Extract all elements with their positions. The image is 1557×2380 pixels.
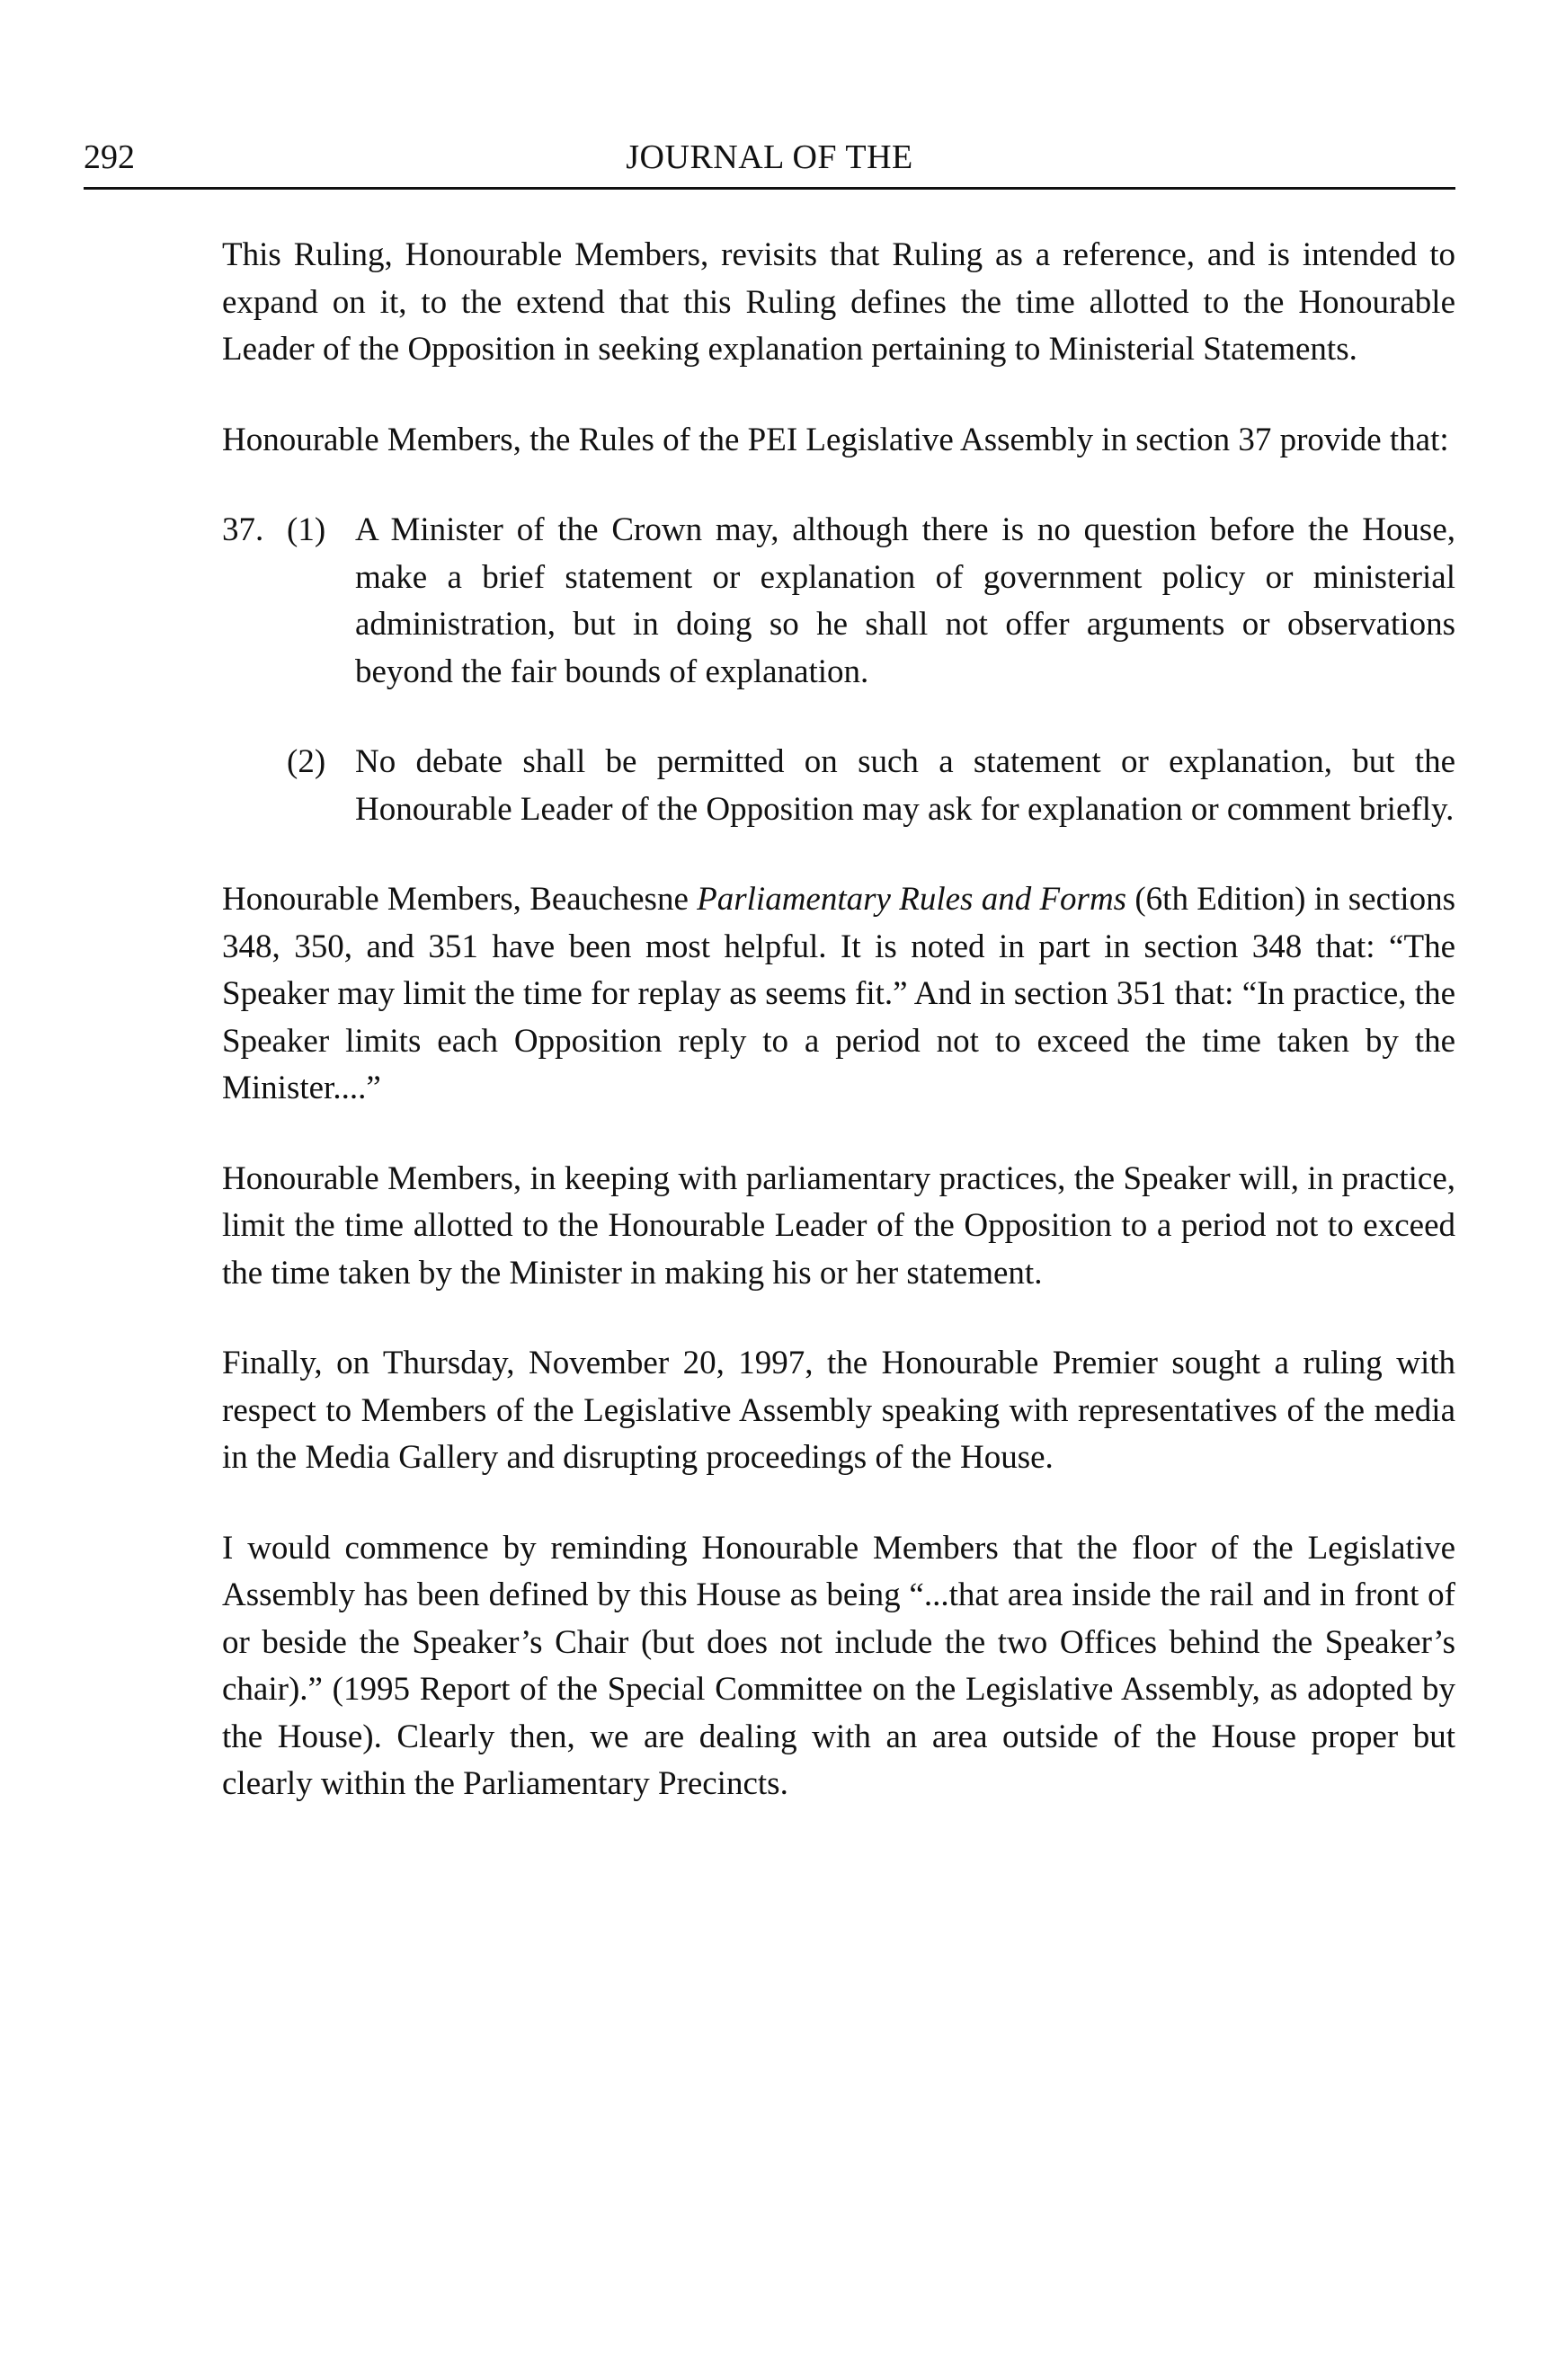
rule-section-number: 37. — [222, 511, 264, 548]
rule-37-subsection-2 — [222, 739, 1455, 833]
rule-37-subsection-1 — [222, 507, 1455, 696]
beauchesne-text-before: Honourable Members, Beauchesne — [222, 881, 698, 918]
running-title: JOURNAL OF THE — [626, 138, 913, 176]
beauchesne-book-title: Parliamentary Rules and Forms — [697, 881, 1127, 918]
page-number: 292 — [84, 138, 135, 176]
paragraph-premier-ruling: Finally, on Thursday, November 20, 1997, the Honourable Premier sought a ruling with respect to Members of the Legislative Assembly speaking with representatives of the media in the Media Gallery and disrupting proceedings of the House. — [222, 1345, 1455, 1476]
header-divider — [84, 187, 1455, 190]
body-text — [222, 232, 1455, 1852]
paragraph-floor-definition: I would commence by reminding Honourable Members that the floor of the Legislative Assembly has been defined by this House as being “...that area inside the rail and in front of or beside the Speaker’s Chair (but does not include the two Offices behind the Speaker’s chair).” (1995 Report of the Special Committee on the Legislative Assembly, as adopted by the House). Clearly then, we are dealing with an area outside of the House proper but clearly within the Parliamentary Precincts. — [222, 1529, 1455, 1802]
rule-37-block — [222, 507, 1455, 833]
rule-subsection-text: A Minister of the Crown may, although there is no question before the House, make a brief statement or explanation of government policy or ministerial administration, but in doing so he shall not offer arguments or observations beyond the fair bounds of explanation. — [355, 511, 1455, 690]
paragraph-beauchesne — [222, 876, 1455, 1113]
rule-subsection-text: No debate shall be permitted on such a statement or explanation, but the Honourable Leader of the Opposition may ask for explanation or comment briefly. — [355, 743, 1455, 828]
beauchesne-text-after: (6th Edition) in sections 348, 350, and 351 have been most helpful. It is noted in part in section 348 that: “The Speaker may limit the time for replay as seems fit.” And in section 351 that: “In practice, the Speaker limits each Opposition reply to a period not to exceed the time taken by the Minister....” — [222, 881, 1455, 1106]
paragraph-ruling-reference: This Ruling, Honourable Members, revisits that Ruling as a reference, and is intended to expand on it, to the extend that this Ruling defines the time allotted to the Honourable Leader of the Opposition in seeking explanation pertaining to Ministerial Statements. — [222, 236, 1455, 368]
rule-subsection-number: (1) — [287, 511, 326, 548]
paragraph-speaker-limit: Honourable Members, in keeping with parliamentary practices, the Speaker will, in practice, limit the time allotted to the Honourable Leader of the Opposition to a period not to exceed the time taken by the Minister in making his or her statement. — [222, 1159, 1455, 1292]
rule-subsection-number: (2) — [287, 743, 326, 780]
paragraph-rules-section-37: Honourable Members, the Rules of the PEI Legislative Assembly in section 37 provide that: — [222, 421, 1449, 458]
rule-37-label — [222, 507, 348, 555]
page-header — [84, 135, 1455, 189]
